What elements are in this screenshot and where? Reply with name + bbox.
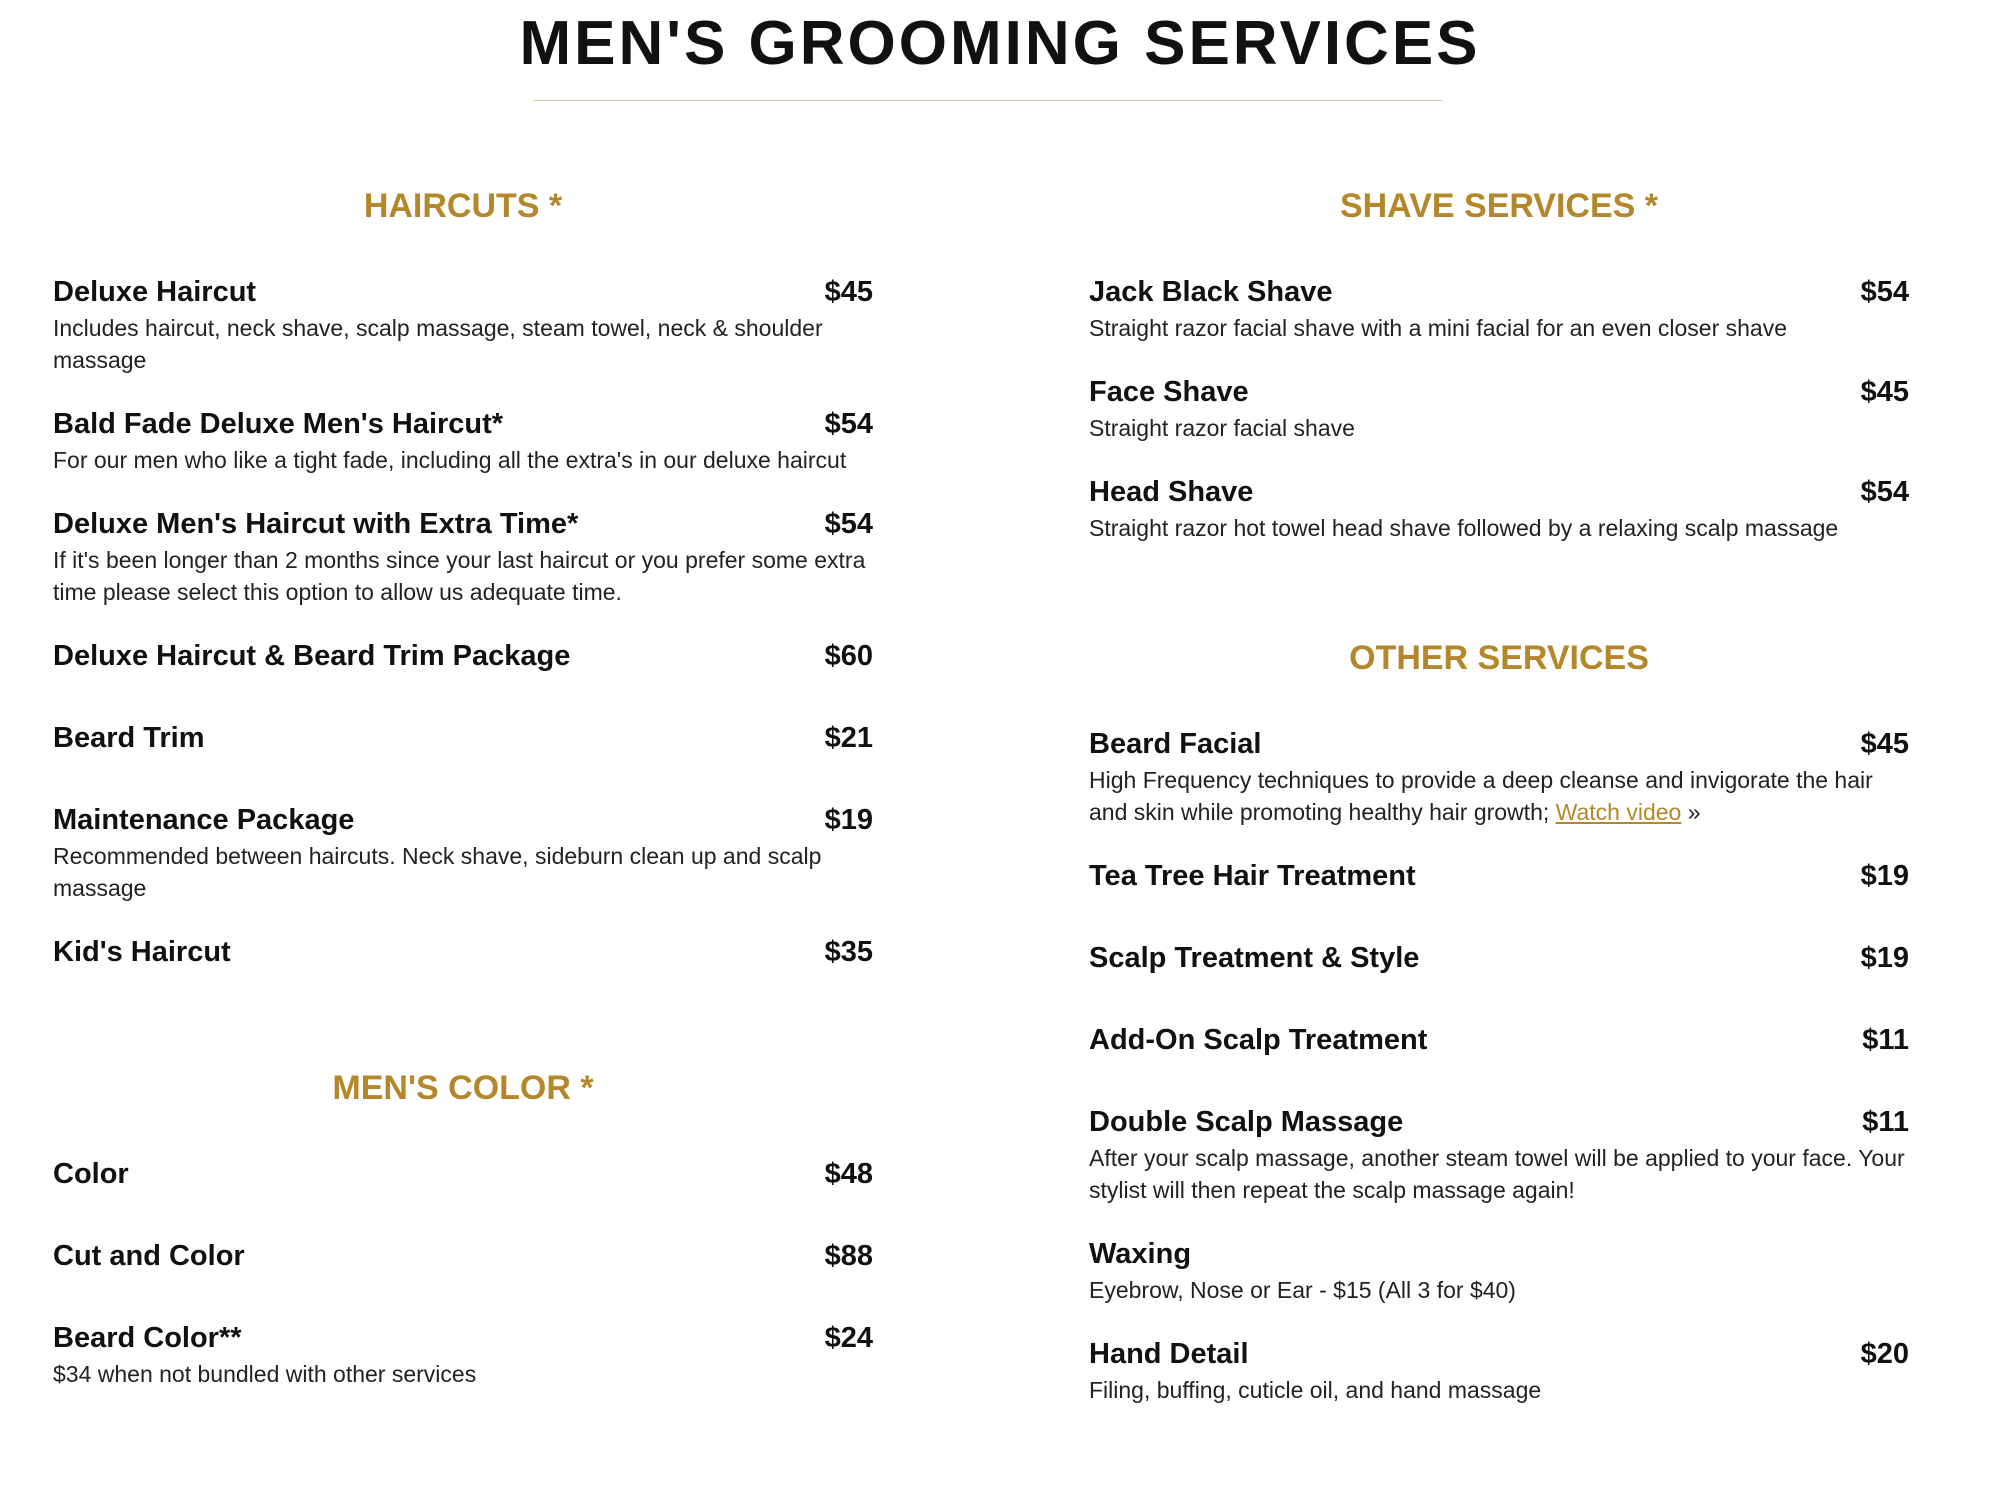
service-price: $54 [824, 408, 873, 440]
service-item [53, 718, 873, 758]
service-name: Add-On Scalp Treatment [1089, 1024, 1428, 1056]
service-item [1089, 272, 1909, 344]
service-description: Includes haircut, neck shave, scalp massage, steam towel, neck & shoulder massage [53, 315, 823, 373]
section-heading-other-services: OTHER SERVICES [1349, 639, 1649, 677]
service-description: Recommended between haircuts. Neck shave, sideburn clean up and scalp massage [53, 843, 822, 901]
service-item [1089, 856, 1909, 896]
service-item [53, 404, 873, 476]
service-description: If it's been longer than 2 months since your last haircut or you prefer some extra time please select this option to allow us adequate time. [53, 547, 866, 605]
section-heading-mens-color: MEN'S COLOR * [332, 1069, 594, 1107]
service-item [53, 1318, 873, 1390]
service-item [1089, 372, 1909, 444]
service-description: Straight razor hot towel head shave followed by a relaxing scalp massage [1089, 515, 1839, 541]
service-description: For our men who like a tight fade, including all the extra's in our deluxe haircut [53, 447, 847, 473]
service-name: Scalp Treatment & Style [1089, 942, 1420, 974]
watch-video-link[interactable]: Watch video [1555, 799, 1682, 825]
service-name: Beard Color** [53, 1322, 242, 1354]
service-price: $35 [824, 936, 873, 968]
service-price: $45 [824, 276, 873, 308]
service-price: $60 [824, 640, 873, 672]
service-price: $24 [824, 1322, 873, 1354]
service-name: Hand Detail [1089, 1338, 1249, 1370]
service-name: Cut and Color [53, 1240, 245, 1272]
service-name: Deluxe Haircut & Beard Trim Package [53, 640, 571, 672]
service-item [1089, 472, 1909, 544]
section-heading-shave-services: SHAVE SERVICES * [1339, 187, 1659, 225]
service-name: Color [53, 1158, 129, 1190]
haircuts-list [53, 272, 873, 972]
service-item [53, 272, 873, 376]
service-price: $54 [1860, 276, 1909, 308]
service-price: $88 [824, 1240, 873, 1272]
service-name: Maintenance Package [53, 804, 355, 836]
service-price: $45 [1860, 376, 1909, 408]
service-price: $21 [824, 722, 873, 754]
service-name: Head Shave [1089, 476, 1254, 508]
service-description: After your scalp massage, another steam towel will be applied to your face. Your stylist will then repeat the scalp massage again! [1089, 1145, 1905, 1203]
service-description: $34 when not bundled with other services [53, 1361, 477, 1387]
mens-color-list [53, 1154, 873, 1390]
service-price: $45 [1860, 728, 1909, 760]
service-item [53, 1236, 873, 1276]
service-name: Kid's Haircut [53, 936, 231, 968]
service-description: Eyebrow, Nose or Ear - $15 (All 3 for $40) [1089, 1277, 1516, 1303]
service-price: $19 [1860, 942, 1909, 974]
link-arrow-icon: » [1687, 799, 1701, 825]
service-item [1089, 1020, 1909, 1060]
service-name: Waxing [1089, 1238, 1192, 1270]
service-item [53, 504, 873, 608]
service-price: $54 [1860, 476, 1909, 508]
service-name: Beard Facial [1089, 728, 1262, 760]
service-item [1089, 1102, 1909, 1206]
service-item [1089, 938, 1909, 978]
service-description [1089, 764, 1909, 828]
service-description: Straight razor facial shave [1089, 415, 1355, 441]
service-price: $11 [1862, 1024, 1909, 1056]
left-column [53, 180, 873, 1418]
other-services-list [1089, 724, 1909, 1406]
service-name: Bald Fade Deluxe Men's Haircut* [53, 408, 504, 440]
service-description: Filing, buffing, cuticle oil, and hand massage [1089, 1377, 1542, 1403]
service-price: $48 [824, 1158, 873, 1190]
service-description: Straight razor facial shave with a mini facial for an even closer shave [1089, 315, 1787, 341]
service-price: $19 [1860, 860, 1909, 892]
service-item [1089, 1334, 1909, 1406]
service-name: Face Shave [1089, 376, 1249, 408]
service-item [1089, 724, 1909, 828]
service-item [53, 800, 873, 904]
service-description-text: High Frequency techniques to provide a deep cleanse and invigorate the hair and skin while promoting healthy hair growth; [1089, 767, 1873, 825]
service-item [1089, 1234, 1909, 1306]
page-title: MEN'S GROOMING SERVICES [519, 9, 1481, 78]
service-name: Beard Trim [53, 722, 205, 754]
service-name: Deluxe Haircut [53, 276, 257, 308]
service-name: Tea Tree Hair Treatment [1089, 860, 1416, 892]
shave-services-list [1089, 272, 1909, 544]
service-price: $19 [824, 804, 873, 836]
service-price: $20 [1860, 1338, 1909, 1370]
service-item [53, 1154, 873, 1194]
service-name: Double Scalp Massage [1089, 1106, 1404, 1138]
service-price: $11 [1862, 1106, 1909, 1138]
section-heading-haircuts: HAIRCUTS * [363, 187, 563, 225]
service-name: Jack Black Shave [1089, 276, 1333, 308]
title-divider [534, 100, 1442, 101]
service-name: Deluxe Men's Haircut with Extra Time* [53, 508, 579, 540]
right-column [1089, 180, 1909, 1434]
service-item [53, 636, 873, 676]
service-item [53, 932, 873, 972]
service-price: $54 [824, 508, 873, 540]
